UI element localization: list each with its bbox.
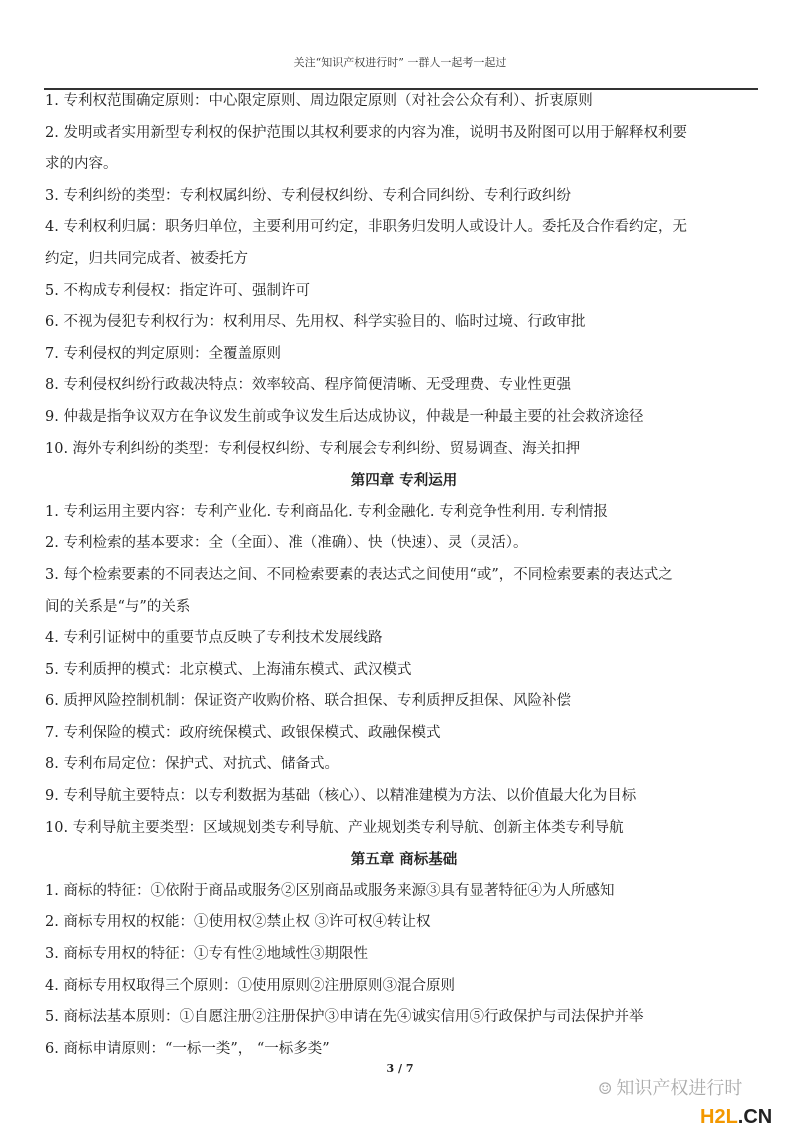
text-line: 5. 专利质押的模式：北京模式、上海浦东模式、武汉模式 (45, 661, 412, 678)
text-line: 约定，归共同完成者、被委托方 (45, 250, 248, 267)
page-number: 3 / 7 (386, 1062, 414, 1075)
text-line: 4. 商标专用权取得三个原则：①使用原则②注册原则③混合原则 (45, 977, 455, 994)
text-line: 1. 商标的特征：①依附于商品或服务②区别商品或服务来源③具有显著特征④为人所感知 (45, 882, 615, 899)
site-name: H2L (700, 1106, 738, 1128)
text-line: 8. 专利布局定位：保护式、对抗式、储备式。 (45, 756, 339, 773)
text-line: 8. 专利侵权纠纷行政裁决特点：效率较高、程序简便清晰、无受理费、专业性更强 (45, 377, 571, 394)
text-line: 1. 专利权范围确定原则：中心限定原则、周边限定原则（对社会公众有利）、折衷原则 (45, 93, 593, 109)
text-line: 2. 发明或者实用新型专利权的保护范围以其权利要求的内容为准，说明书及附图可以用于解释权利要 (45, 124, 687, 141)
text-line: 3. 每个检索要素的不同表达之间、不同检索要素的表达式之间使用“或”，不同检索要素的表达式之 (45, 566, 673, 583)
text-line: 3. 专利纠纷的类型：专利权属纠纷、专利侵权纠纷、专利合同纠纷、专利行政纠纷 (45, 187, 571, 204)
text-line: 4. 专利权利归属：职务归单位，主要利用可约定，非职务归发明人或设计人。委托及合作看约定，无 (45, 219, 687, 236)
wechat-icon: ☺ (598, 1079, 613, 1098)
text-line: 10. 专利导航主要类型：区域规划类专利导航、产业规划类专利导航、创新主体类专利导航 (45, 819, 624, 836)
site-watermark (700, 1105, 772, 1129)
text-line: 6. 不视为侵犯专利权行为：权利用尽、先用权、科学实验目的、临时过境、行政审批 (45, 314, 586, 331)
text-line: 10. 海外专利纠纷的类型：专利侵权纠纷、专利展会专利纠纷、贸易调查、海关扣押 (45, 440, 581, 457)
page-header: 关注“知识产权进行时” 一群人一起考一起过 (293, 56, 507, 69)
text-line: 7. 专利侵权的判定原则：全覆盖原则 (45, 345, 281, 362)
footer-logo-text: 知识产权进行时 (616, 1078, 743, 1099)
chapter-heading: 第五章 商标基础 (350, 851, 458, 869)
text-line: 3. 商标专用权的特征：①专有性②地域性③期限性 (45, 946, 368, 963)
text-line: 9. 专利导航主要特点：以专利数据为基础（核心）、以精准建模为方法、以价值最大化为目标 (45, 788, 637, 805)
site-domain: .CN (737, 1106, 773, 1128)
text-line: 6. 商标申请原则：“一标一类”， “一标多类” (45, 1040, 330, 1057)
text-line: 间的关系是“与”的关系 (45, 598, 191, 615)
text-line: 7. 专利保险的模式：政府统保模式、政银保模式、政融保模式 (45, 724, 441, 741)
text-line: 1. 专利运用主要内容：专利产业化. 专利商品化. 专利金融化. 专利竞争性利用. 专利情报 (45, 503, 608, 520)
text-line: 2. 专利检索的基本要求：全（全面）、准（准确）、快（快速）、灵（灵活）。 (45, 535, 528, 552)
text-line: 5. 商标法基本原则：①自愿注册②注册保护③申请在先④诚实信用⑤行政保护与司法保护并举 (45, 1009, 644, 1026)
chapter-heading: 第四章 专利运用 (350, 472, 458, 490)
text-line: 5. 不构成专利侵权：指定许可、强制许可 (45, 282, 310, 299)
text-line: 4. 专利引证树中的重要节点反映了专利技术发展线路 (45, 630, 383, 647)
text-line: 6. 质押风险控制机制：保证资产收购价格、联合担保、专利质押反担保、风险补偿 (45, 693, 571, 710)
document-body (45, 86, 763, 1065)
text-line: 求的内容。 (45, 156, 118, 173)
text-line: 9. 仲裁是指争议双方在争议发生前或争议发生后达成协议，仲裁是一种最主要的社会救济途径 (45, 408, 644, 425)
footer-logo (598, 1078, 742, 1100)
text-line: 2. 商标专用权的权能：①使用权②禁止权 ③许可权④转让权 (45, 914, 431, 931)
